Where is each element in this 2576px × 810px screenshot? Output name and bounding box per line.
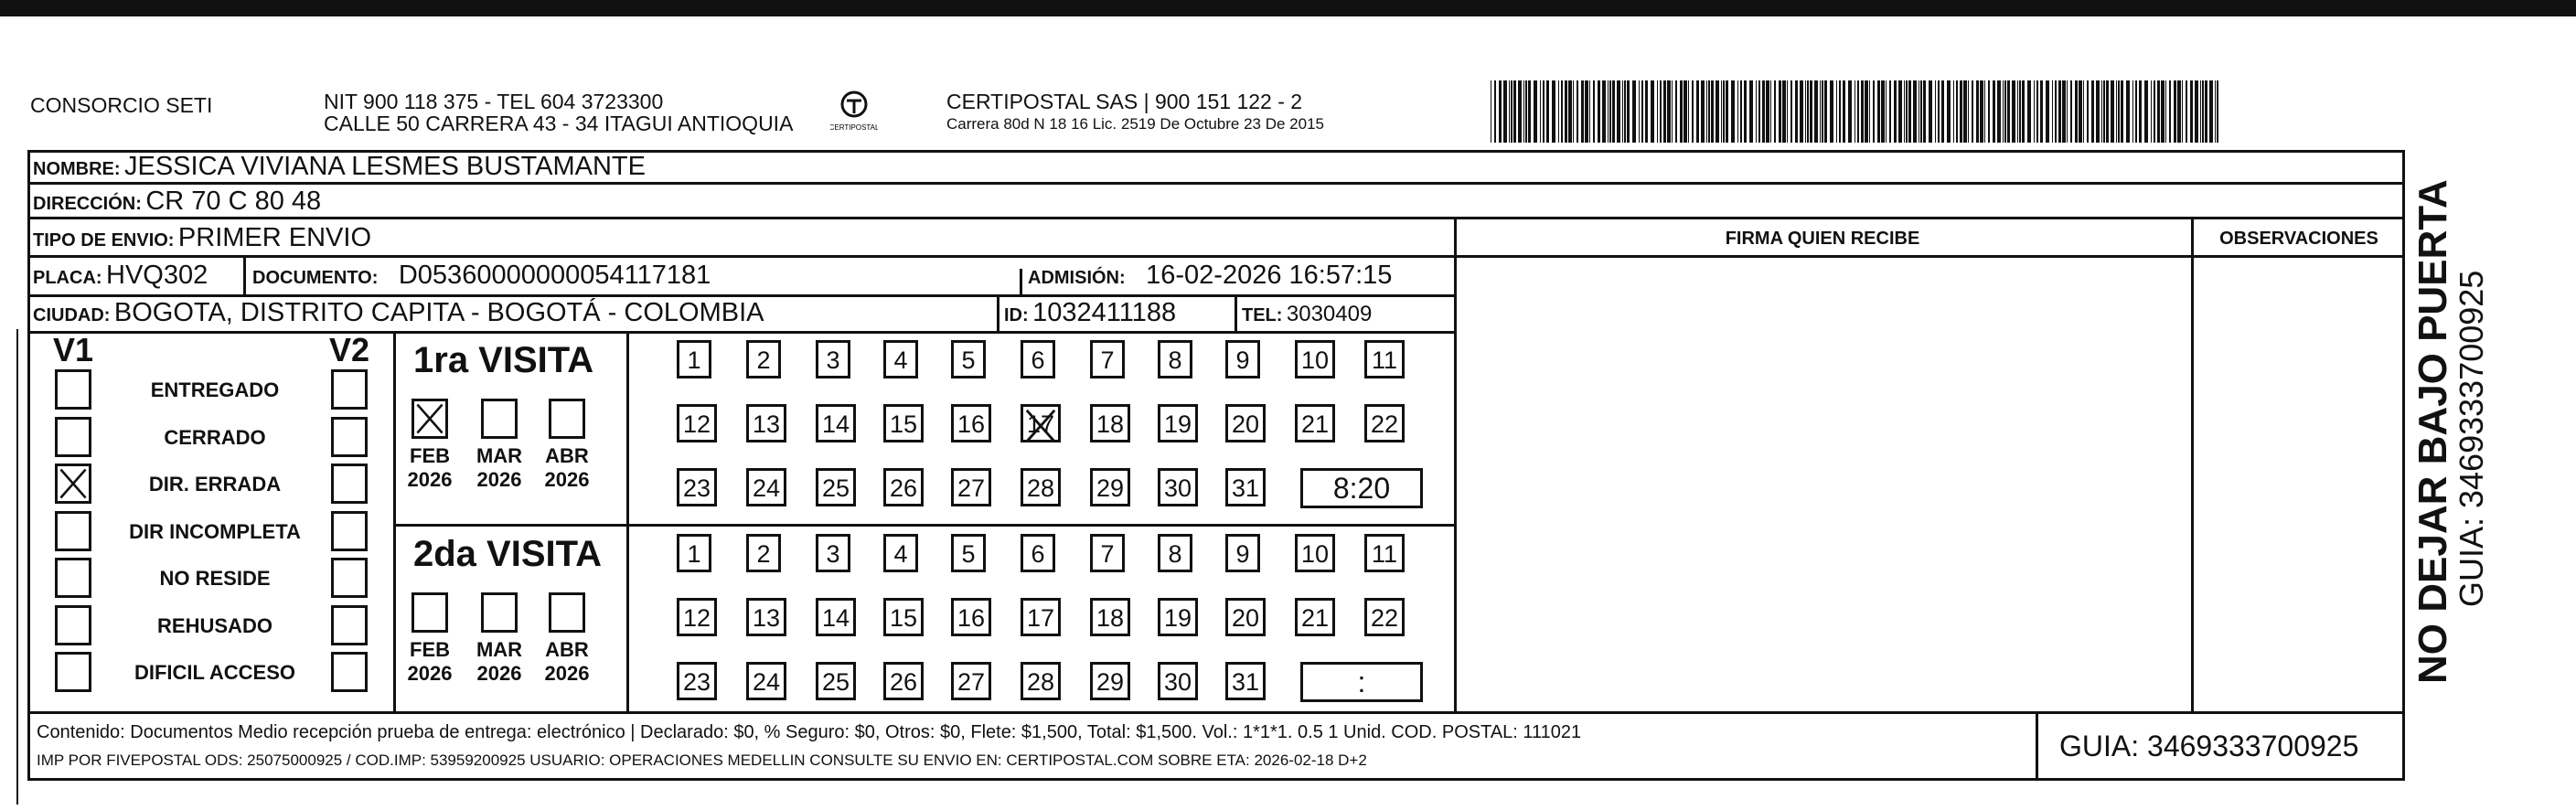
company-name: CONSORCIO SETI: [30, 93, 213, 117]
status-label: DIR. ERRADA: [148, 473, 282, 496]
month-label: ABR 2026: [544, 444, 590, 491]
day-box[interactable]: 27: [951, 468, 991, 506]
day-box[interactable]: 1: [677, 340, 711, 378]
day-box[interactable]: 17: [1021, 404, 1061, 442]
day-box[interactable]: 24: [746, 468, 786, 506]
day-box[interactable]: 5: [951, 534, 986, 572]
time-box[interactable]: :: [1300, 662, 1423, 702]
day-box[interactable]: 3: [816, 340, 850, 378]
id-field: [1004, 298, 1176, 328]
month-checkbox[interactable]: [412, 399, 448, 439]
address-row: [33, 187, 321, 217]
day-box[interactable]: 18: [1090, 404, 1130, 442]
certipostal-logo: [830, 86, 878, 139]
day-box[interactable]: 24: [746, 662, 786, 700]
day-box[interactable]: 31: [1225, 662, 1266, 700]
month-label: MAR 2026: [476, 638, 523, 685]
day-box[interactable]: 31: [1225, 468, 1266, 506]
plate-label: PLACA:: [33, 268, 102, 288]
city-label: CIUDAD:: [33, 305, 111, 325]
v1-checkbox[interactable]: [55, 605, 91, 645]
day-box[interactable]: 10: [1295, 340, 1335, 378]
day-box[interactable]: 9: [1225, 534, 1260, 572]
plate-field: [33, 261, 208, 291]
day-box[interactable]: 12: [677, 598, 717, 636]
day-box[interactable]: 20: [1225, 598, 1266, 636]
v1-checkbox[interactable]: [55, 511, 91, 551]
day-box[interactable]: 14: [816, 404, 856, 442]
v2-checkbox[interactable]: [331, 605, 368, 645]
day-box[interactable]: 10: [1295, 534, 1335, 572]
footer-print-info: IMP POR FIVEPOSTAL ODS: 25075000925 / COD.IMP: 53959200925 USUARIO: OPERACIONES MEDELLIN CONSULTE SU ENVIO EN: CERTIPOSTAL.COM SOBRE ETA: 2026-02-18 D+2: [37, 751, 1367, 769]
day-box[interactable]: 5: [951, 340, 986, 378]
status-label: NO RESIDE: [159, 567, 271, 590]
v1-checkbox[interactable]: [55, 558, 91, 598]
day-box[interactable]: 15: [883, 404, 924, 442]
v2-checkbox[interactable]: [331, 417, 368, 457]
shipment-row: [33, 223, 371, 253]
day-box[interactable]: 9: [1225, 340, 1260, 378]
month-checkbox[interactable]: [481, 592, 518, 633]
month-checkbox[interactable]: [549, 592, 585, 633]
day-box[interactable]: 21: [1295, 404, 1335, 442]
visit1-title: 1ra VISITA: [413, 340, 594, 380]
day-box[interactable]: 1: [677, 534, 711, 572]
v2-checkbox[interactable]: [331, 652, 368, 692]
month-label: FEB 2026: [407, 444, 453, 491]
admission-label: ADMISIÓN:: [1028, 268, 1126, 288]
plate-value: HVQ302: [106, 261, 208, 290]
id-value: 1032411188: [1032, 298, 1177, 327]
admission-value: 16-02-2026 16:57:15: [1146, 261, 1393, 290]
certipostal-line: CERTIPOSTAL SAS | 900 151 122 - 2: [946, 90, 1303, 113]
day-box[interactable]: 29: [1090, 662, 1130, 700]
status-label: DIFICIL ACCESO: [134, 661, 295, 684]
day-box[interactable]: 12: [677, 404, 717, 442]
day-box[interactable]: 30: [1158, 468, 1198, 506]
day-box[interactable]: 8: [1158, 340, 1192, 378]
day-box[interactable]: 28: [1021, 662, 1061, 700]
scan-top-edge: [0, 0, 2576, 16]
day-box[interactable]: 17: [1021, 598, 1061, 636]
document-label: DOCUMENTO:: [252, 268, 379, 288]
day-box[interactable]: 26: [883, 662, 924, 700]
day-box[interactable]: 28: [1021, 468, 1061, 506]
day-box[interactable]: 27: [951, 662, 991, 700]
address-line: CALLE 50 CARRERA 43 - 34 ITAGUI ANTIOQUIA: [324, 112, 794, 135]
month-label: MAR 2026: [476, 444, 523, 491]
day-box[interactable]: 23: [677, 662, 717, 700]
tel-value: 3030409: [1286, 302, 1373, 326]
city-field: [33, 298, 764, 328]
signature-header: FIRMA QUIEN RECIBE: [1725, 229, 1920, 249]
day-box[interactable]: 16: [951, 404, 991, 442]
day-box[interactable]: 8: [1158, 534, 1192, 572]
license-line: Carrera 80d N 18 16 Lic. 2519 De Octubre 23 De 2015: [946, 115, 1324, 133]
day-box[interactable]: 6: [1021, 534, 1055, 572]
status-label: CERRADO: [164, 426, 266, 449]
side-guia: GUIA: 3469333700925: [2453, 270, 2490, 607]
barcode: [1491, 80, 2222, 143]
admission-field: [1028, 261, 1392, 291]
address-label: DIRECCIÓN:: [33, 194, 142, 214]
v1-checkbox[interactable]: [55, 417, 91, 457]
time-box[interactable]: 8:20: [1300, 468, 1423, 508]
v2-checkbox[interactable]: [331, 558, 368, 598]
logo-text: CERTIPOSTAL: [830, 123, 878, 132]
month-checkbox[interactable]: [549, 399, 585, 439]
day-box[interactable]: 18: [1090, 598, 1130, 636]
v1-checkbox[interactable]: [55, 369, 91, 410]
v1-header: V1: [53, 331, 94, 368]
day-box[interactable]: 19: [1158, 404, 1198, 442]
day-box[interactable]: 29: [1090, 468, 1130, 506]
day-box[interactable]: 21: [1295, 598, 1335, 636]
day-box[interactable]: 23: [677, 468, 717, 506]
footer-contents: Contenido: Documentos Medio recepción prueba de entrega: electrónico | Declarado: $0, % Seguro: $0, Otros: $0, Flete: $1,500, Total: $1,500. Vol.: 1*1*1. 0.5 1 Unid. COD. POSTAL: 111021: [37, 722, 1582, 742]
status-label: ENTREGADO: [150, 378, 280, 401]
day-box[interactable]: 25: [816, 468, 856, 506]
month-label: ABR 2026: [544, 638, 590, 685]
shipment-type: PRIMER ENVIO: [177, 223, 372, 252]
day-box[interactable]: 3: [816, 534, 850, 572]
day-box[interactable]: 16: [951, 598, 991, 636]
day-box[interactable]: 4: [883, 340, 918, 378]
day-box[interactable]: 20: [1225, 404, 1266, 442]
name-row: [33, 152, 646, 182]
document-value: D05360000000054117181: [398, 261, 711, 290]
footer-guia: GUIA: 3469333700925: [2059, 730, 2359, 762]
city-value: BOGOTA, DISTRITO CAPITA - BOGOTÁ - COLOMBIA: [113, 298, 764, 327]
v2-checkbox[interactable]: [331, 464, 368, 504]
scan-edge: [16, 329, 18, 805]
day-box[interactable]: 14: [816, 598, 856, 636]
day-box[interactable]: 26: [883, 468, 924, 506]
day-box[interactable]: 19: [1158, 598, 1198, 636]
v1-checkbox[interactable]: [55, 464, 91, 504]
day-box[interactable]: 2: [746, 534, 781, 572]
name-label: NOMBRE:: [33, 159, 121, 179]
side-warning: NO DEJAR BAJO PUERTA: [2410, 179, 2455, 684]
day-box[interactable]: 22: [1364, 598, 1405, 636]
nit-line: NIT 900 118 375 - TEL 604 3723300: [324, 90, 664, 113]
recipient-name: JESSICA VIVIANA LESMES BUSTAMANTE: [124, 152, 646, 181]
status-label: REHUSADO: [157, 614, 273, 637]
shipment-label: TIPO DE ENVIO:: [33, 230, 175, 250]
month-checkbox[interactable]: [481, 399, 518, 439]
month-checkbox[interactable]: [412, 592, 448, 633]
day-box[interactable]: 13: [746, 404, 786, 442]
v2-header: V2: [329, 331, 370, 368]
v2-checkbox[interactable]: [331, 369, 368, 410]
day-box[interactable]: 4: [883, 534, 918, 572]
v1-checkbox[interactable]: [55, 652, 91, 692]
day-box[interactable]: 22: [1364, 404, 1405, 442]
day-box[interactable]: 15: [883, 598, 924, 636]
visit2-title: 2da VISITA: [413, 534, 602, 574]
day-box[interactable]: 11: [1364, 534, 1405, 572]
day-box[interactable]: 25: [816, 662, 856, 700]
day-box[interactable]: 6: [1021, 340, 1055, 378]
day-box[interactable]: 13: [746, 598, 786, 636]
month-label: FEB 2026: [407, 638, 453, 685]
recipient-address: CR 70 C 80 48: [145, 187, 322, 216]
tel-label: TEL:: [1242, 305, 1283, 325]
day-box[interactable]: 11: [1364, 340, 1405, 378]
status-label: DIR INCOMPLETA: [129, 520, 301, 543]
v2-checkbox[interactable]: [331, 511, 368, 551]
day-box[interactable]: 7: [1090, 340, 1125, 378]
id-label: ID:: [1004, 305, 1029, 325]
day-box[interactable]: 7: [1090, 534, 1125, 572]
day-box[interactable]: 30: [1158, 662, 1198, 700]
document-field: [252, 261, 711, 291]
day-box[interactable]: 2: [746, 340, 781, 378]
tel-field: [1242, 302, 1372, 327]
observations-header: OBSERVACIONES: [2219, 229, 2378, 249]
